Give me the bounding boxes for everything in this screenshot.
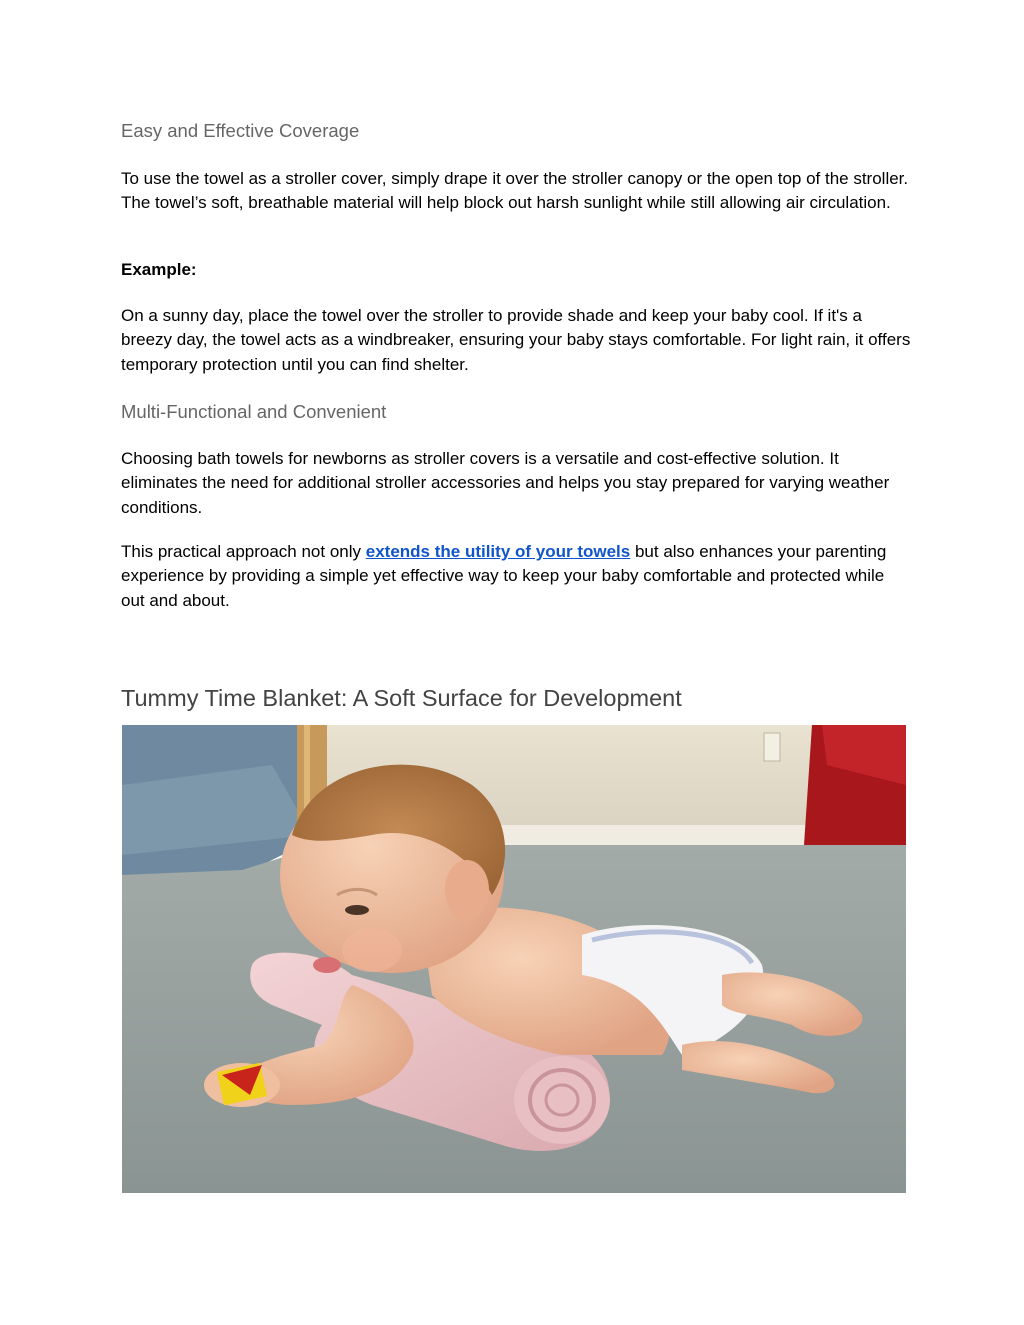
text-before-link: This practical approach not only (121, 542, 366, 561)
paragraph-example: On a sunny day, place the towel over the stroller to provide shade and keep your baby cool. If it's a breezy day, the towel acts as a windbreaker, ensuring your baby stays comfortable. For light rain, it offers temporary protection until you can find shelter. (121, 306, 911, 374)
paragraph-cost-effective: Choosing bath towels for newborns as stroller covers is a versatile and cost-effective solution. It eliminates the need for additional stroller accessories and helps you stay prepared for varying weather conditions. (121, 449, 890, 517)
subheading-easy-coverage: Easy and Effective Coverage (121, 120, 360, 141)
towel-utility-link[interactable]: extends the utility of your towels (365, 542, 631, 561)
subheading-multi-functional: Multi-Functional and Convenient (121, 401, 387, 422)
baby-tummy-time-photo (122, 725, 906, 1193)
section-title-tummy-time: Tummy Time Blanket: A Soft Surface for Development (121, 685, 682, 711)
example-label: Example: (121, 260, 197, 279)
text-after-link: but also enhances your parenting experience by providing a simple yet effective way to keep your baby comfortable and protected while out and about. (121, 542, 887, 610)
paragraph-stroller-cover-intro: To use the towel as a stroller cover, simply drape it over the stroller canopy or the open top of the stroller. The towel’s soft, breathable material will help block out harsh sunlight while still allowing air circulation. (121, 169, 909, 213)
paragraph-practical-approach (121, 540, 911, 613)
